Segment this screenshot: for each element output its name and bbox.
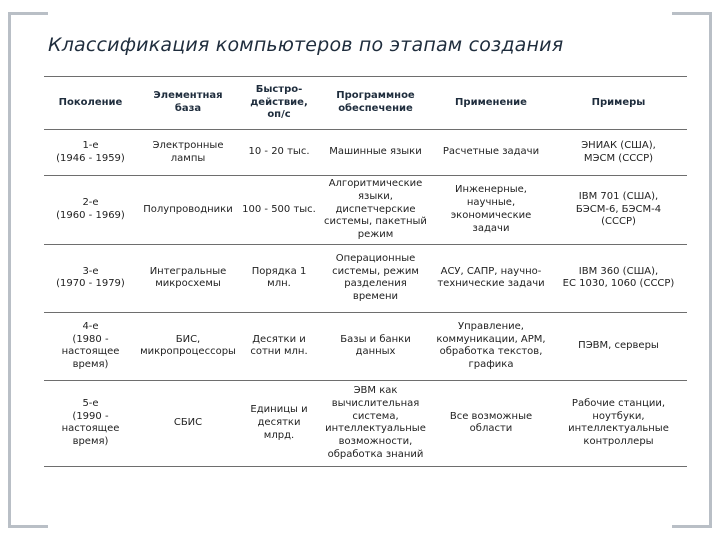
cell-speed: 10 - 20 тыс. (239, 130, 319, 176)
cell-generation: 5-е (1990 - настоящее время) (44, 380, 137, 466)
cell-element-base: Полупроводники (137, 176, 239, 245)
cell-generation: 3-е (1970 - 1979) (44, 244, 137, 312)
table-row (44, 130, 687, 176)
table-row (44, 176, 687, 245)
slide-frame-left (8, 12, 11, 528)
cell-software: ЭВМ как вычислительная система, интеллектуальные возможности, обработка знаний (319, 380, 432, 466)
page-title: Классификация компьютеров по этапам создания (48, 34, 564, 56)
cell-element-base: БИС, микропроцессоры (137, 312, 239, 380)
cell-application: Расчетные задачи (432, 130, 550, 176)
cell-examples: Рабочие станции, ноутбуки, интеллектуальные контроллеры (550, 380, 687, 466)
header-speed: Быстро- действие, оп/с (239, 77, 319, 130)
header-generation: Поколение (44, 77, 137, 130)
cell-element-base: Электронные лампы (137, 130, 239, 176)
cell-application: Управление, коммуникации, АРМ, обработка текстов, графика (432, 312, 550, 380)
cell-software: Алгоритмические языки, диспетчерские системы, пакетный режим (319, 176, 432, 245)
header-examples: Примеры (550, 77, 687, 130)
cell-speed: Десятки и сотни млн. (239, 312, 319, 380)
table-row (44, 312, 687, 380)
cell-generation: 2-е (1960 - 1969) (44, 176, 137, 245)
cell-application: Инженерные, научные, экономические задачи (432, 176, 550, 245)
cell-speed: Единицы и десятки млрд. (239, 380, 319, 466)
table-row (44, 244, 687, 312)
cell-examples: ЭНИАК (США), МЭСМ (СССР) (550, 130, 687, 176)
header-element-base: Элементная база (137, 77, 239, 130)
cell-element-base: СБИС (137, 380, 239, 466)
header-software: Программное обеспечение (319, 77, 432, 130)
cell-application: Все возможные области (432, 380, 550, 466)
cell-element-base: Интегральные микросхемы (137, 244, 239, 312)
header-application: Применение (432, 77, 550, 130)
cell-examples: IBM 360 (США), ЕС 1030, 1060 (СССР) (550, 244, 687, 312)
table-row (44, 380, 687, 466)
slide-frame-right (709, 12, 712, 528)
cell-application: АСУ, САПР, научно-технические задачи (432, 244, 550, 312)
cell-speed: 100 - 500 тыс. (239, 176, 319, 245)
cell-examples: ПЭВМ, серверы (550, 312, 687, 380)
cell-software: Машинные языки (319, 130, 432, 176)
generations-table (44, 76, 687, 467)
cell-examples: IBM 701 (США), БЭСМ-6, БЭСМ-4 (СССР) (550, 176, 687, 245)
cell-generation: 1-е (1946 - 1959) (44, 130, 137, 176)
cell-speed: Порядка 1 млн. (239, 244, 319, 312)
cell-software: Базы и банки данных (319, 312, 432, 380)
cell-software: Операционные системы, режим разделения времени (319, 244, 432, 312)
table-header-row (44, 77, 687, 130)
cell-generation: 4-е (1980 - настоящее время) (44, 312, 137, 380)
